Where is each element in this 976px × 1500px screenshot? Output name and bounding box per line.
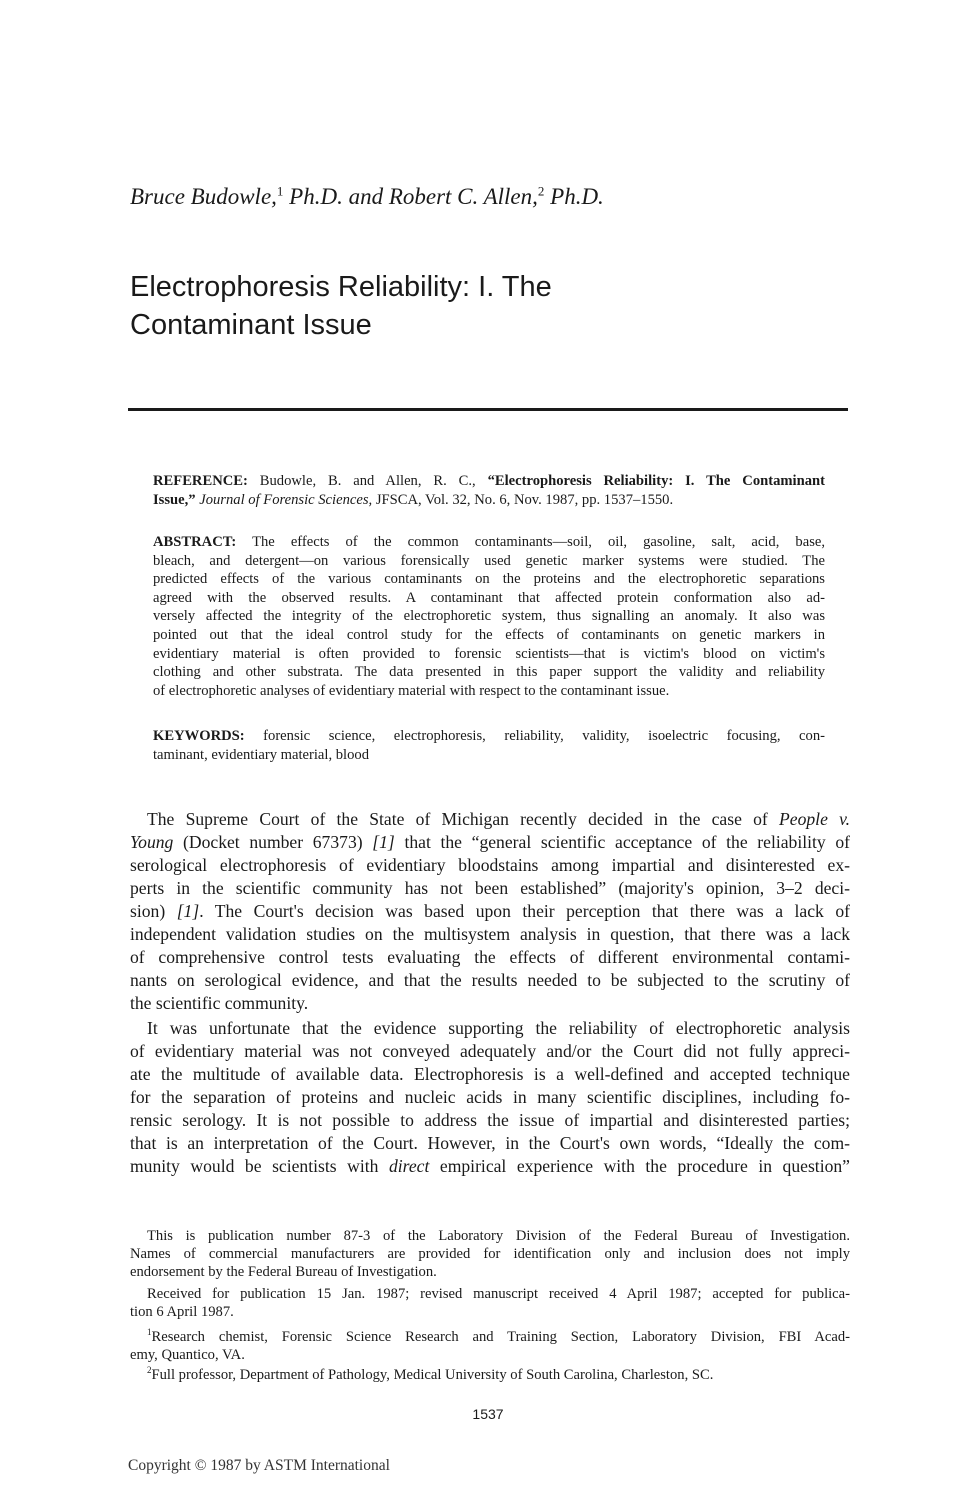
- title-divider: [128, 408, 848, 411]
- body-text: the scientific community.: [130, 993, 309, 1013]
- footnote-line: endorsement by the Federal Bureau of Investigation.: [130, 1264, 437, 1280]
- page-number: 1537: [472, 1406, 504, 1422]
- body-text: independent validation studies on the multisystem analysis in question, that there was a lack: [130, 924, 850, 944]
- abstract-label: ABSTRACT:: [153, 534, 237, 550]
- author-2-footnote-marker: 2: [537, 183, 545, 199]
- author-2-name: Robert C. Allen,: [388, 184, 538, 209]
- abstract-line: predicted effects of the various contaminants on the proteins and the electrophoretic separations: [153, 571, 825, 588]
- abstract-line: pointed out that the ideal control study for the effects of contaminants on genetic markers in: [153, 626, 825, 643]
- title-line-1: Electrophoresis Reliability: I. The: [130, 271, 552, 303]
- footnote-received: [130, 1285, 850, 1321]
- reference-journal: Journal of Forensic Sciences,: [199, 491, 373, 508]
- abstract-line: The effects of the common contaminants—soil, oil, gasoline, salt, acid, base,: [252, 534, 826, 550]
- body-text: rensic serology. It is not possible to address the issue of impartial and disinterested parties;: [130, 1110, 850, 1130]
- body-text: It was unfortunate that the evidence supporting the reliability of electrophoretic analysis: [147, 1018, 850, 1038]
- footnote-marker: 1: [147, 1327, 152, 1337]
- footnote-line: Full professor, Department of Pathology, Medical University of South Carolina, Charleston, SC.: [151, 1366, 714, 1383]
- body-text: The Supreme Court of the State of Michigan recently decided in the case of: [147, 809, 768, 829]
- reference-authors: Budowle, B. and Allen, R. C.,: [259, 473, 476, 489]
- article-title: [130, 268, 830, 344]
- body-paragraph-2: [130, 1017, 850, 1178]
- abstract-line: of electrophoretic analyses of evidentiary material with respect to the contaminant issue.: [153, 682, 670, 699]
- abstract-line: evidentiary material is often provided to forensic scientists—that is victim's blood on victim's: [153, 645, 825, 662]
- author-1-footnote-marker: 1: [276, 183, 284, 199]
- footnote-line: Research chemist, Forensic Science Research and Training Section, Laboratory Division, FBI Acad-: [151, 1328, 850, 1345]
- body-text: empirical experience with the procedure in question”: [439, 1156, 850, 1176]
- body-text: of evidentiary material was not conveyed adequately and/or the Court did not fully appreci-: [130, 1041, 850, 1061]
- citation-marker: [1]: [372, 832, 395, 852]
- reference-label: REFERENCE:: [153, 473, 248, 489]
- body-paragraph-1: [130, 808, 850, 1015]
- keywords-block: [153, 727, 825, 764]
- body-text: for the separation of proteins and nucleic acids in many scientific disciplines, including fo-: [130, 1087, 850, 1107]
- author-conjunction: and: [348, 184, 384, 209]
- citation-marker: [1]: [176, 901, 200, 921]
- abstract-line: versely affected the integrity of the electrophoretic system, thus signalling an anomaly. It also was: [153, 608, 825, 625]
- author-2-degree: Ph.D.: [550, 184, 604, 209]
- body-text: munity would be scientists with: [130, 1156, 379, 1176]
- reference-title: “Electrophoresis Reliability: I. The Contaminant: [487, 473, 825, 489]
- footnote-line: This is publication number 87-3 of the Laboratory Division of the Federal Bureau of Investigation.: [147, 1228, 850, 1244]
- footnote-line: Received for publication 15 Jan. 1987; revised manuscript received 4 April 1987; accepted for publica-: [147, 1286, 850, 1302]
- body-text: perts in the scientific community has not been established” (majority's opinion, 3–2 deci-: [130, 878, 850, 898]
- footnote-line: emy, Quantico, VA.: [130, 1346, 245, 1363]
- keywords-line-1: forensic science, electrophoresis, reliability, validity, isoelectric focusing, con-: [263, 728, 825, 744]
- author-line: [130, 184, 604, 210]
- reference-details: JFSCA, Vol. 32, No. 6, Nov. 1987, pp. 1537–1550.: [375, 491, 674, 508]
- case-name-cont: Young: [130, 832, 174, 852]
- abstract-line: bleach, and detergent—on various forensically used genetic marker systems were studied. The: [153, 552, 825, 569]
- abstract-line: clothing and other substrata. The data presented in this paper support the validity and reliability: [153, 664, 825, 681]
- footnote-author-1: [130, 1323, 850, 1364]
- body-text: that the “general scientific acceptance of the reliability of: [404, 832, 851, 852]
- footnote-line: Names of commercial manufacturers are provided for identification only and inclusion does not imply: [130, 1246, 850, 1262]
- copyright-notice: Copyright © 1987 by ASTM International: [128, 1457, 390, 1474]
- reference-block: [153, 472, 825, 509]
- case-name: People v.: [779, 809, 851, 829]
- docket-text: (Docket number 67373): [183, 832, 363, 852]
- body-text: of comprehensive control tests evaluating the effects of different environmental contami-: [130, 947, 850, 967]
- keywords-label: KEYWORDS:: [153, 728, 245, 744]
- footnote-line: tion 6 April 1987.: [130, 1304, 234, 1320]
- author-1-degree: Ph.D.: [289, 184, 343, 209]
- title-line-2: Contaminant Issue: [130, 309, 372, 341]
- reference-title-end: Issue,”: [153, 491, 196, 508]
- body-text: that is an interpretation of the Court. However, in the Court's own words, “Ideally the com-: [130, 1133, 850, 1153]
- body-text: . The Court's decision was based upon their perception that there was a lack of: [199, 901, 850, 921]
- body-text: serological electrophoresis of evidentiary bloodstains among impartial and disinterested ex-: [130, 855, 850, 875]
- author-1-name: Bruce Budowle,: [130, 184, 277, 209]
- footnote-publication: [130, 1227, 850, 1281]
- abstract-line: agreed with the observed results. A contaminant that affected protein conformation also ad-: [153, 589, 825, 606]
- footnote-marker: 2: [147, 1365, 152, 1375]
- body-text: ate the multitude of available data. Electrophoresis is a well-defined and accepted technique: [130, 1064, 850, 1084]
- body-text: sion): [130, 901, 166, 921]
- body-text: nants on serological evidence, and that the results needed to be subjected to the scrutiny of: [130, 970, 850, 990]
- abstract-block: [153, 533, 825, 700]
- footnote-author-2: [130, 1361, 850, 1384]
- emphasis-text: direct: [388, 1156, 430, 1176]
- keywords-line-2: taminant, evidentiary material, blood: [153, 746, 369, 763]
